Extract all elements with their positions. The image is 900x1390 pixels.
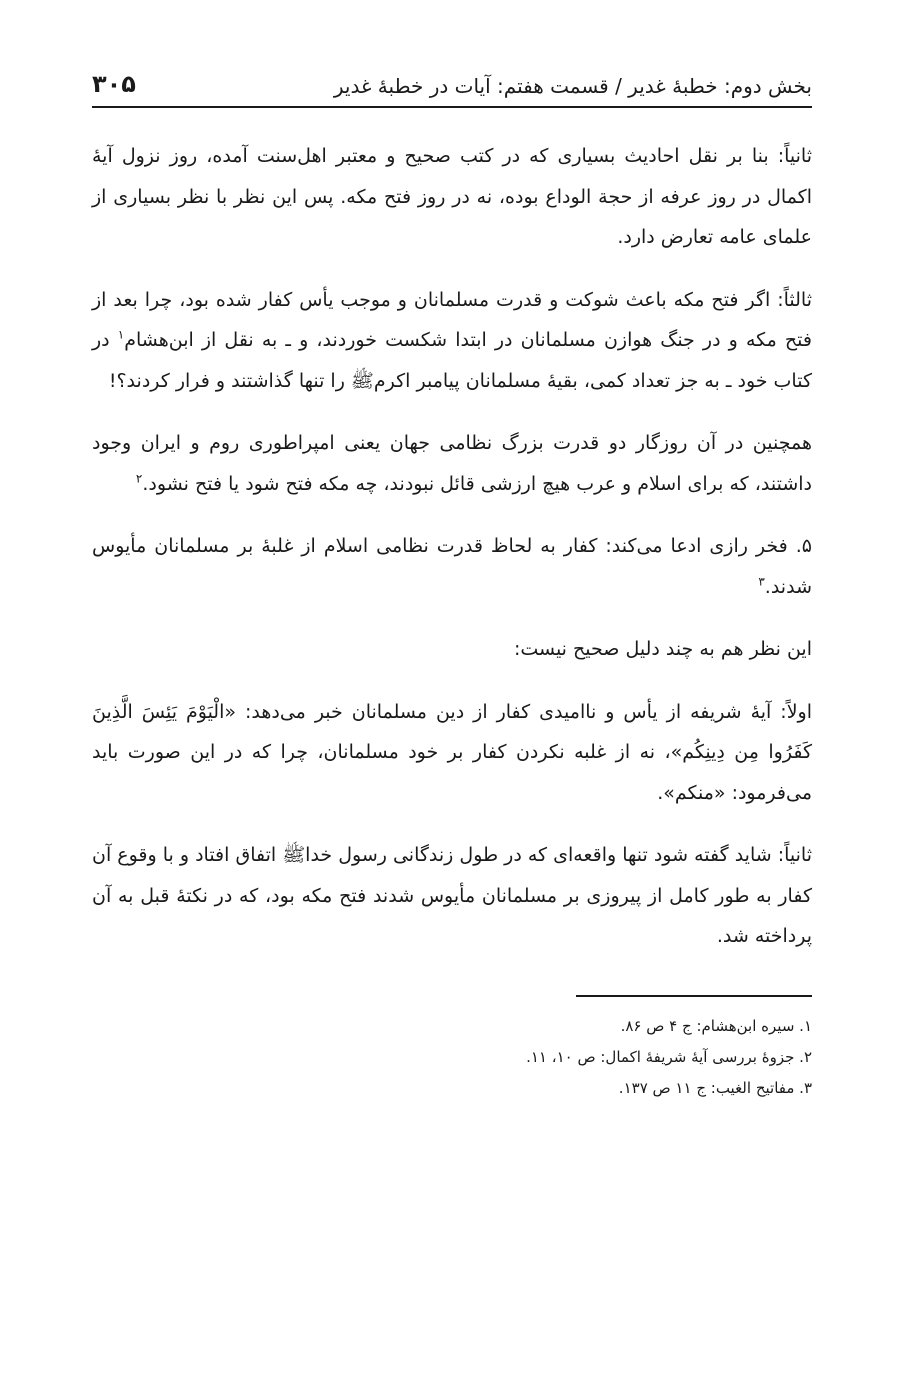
paragraph-text: همچنین در آن روزگار دو قدرت بزرگ نظامی جهان یعنی امپراطوری روم و ایران وجود داشتند، که برای اسلام و عرب هیچ ارزشی قائل نبودند، چه مکه فتح شود یا فتح نشود. [92, 432, 812, 495]
running-title: بخش دوم: خطبهٔ غدیر / قسمت هفتم: آیات در خطبهٔ غدیر [333, 74, 812, 98]
running-header [92, 62, 812, 108]
footnote-reference: ۳ [758, 574, 765, 589]
footnote-reference: ۲ [135, 471, 143, 486]
paragraph-text: در کتاب خود ـ به جز تعداد کمی، بقیهٔ مسلمانان پیامبر اکرمﷺ را تنها گذاشتند و فرار کردند؟! [92, 329, 812, 392]
paragraph-rome-iran [92, 423, 812, 504]
book-page [92, 62, 812, 1104]
paragraph-not-correct: این نظر هم به چند دلیل صحیح نیست: [513, 638, 812, 660]
main-text [92, 136, 812, 957]
paragraph-text: ثالثاً: اگر فتح مکه باعث شوکت و قدرت مسلمانان و موجب یأس کفار شده بود، چرا بعد از فتح مکه و در جنگ هوازن مسلمانان در ابتدا شکست خوردند، و ـ به نقل از ابن‌هشام [92, 288, 812, 351]
page-number: ۳۰۵ [92, 70, 136, 98]
paragraph-secondly-conquest: ثانیاً: شاید گفته شود تنها واقعه‌ای که در طول زندگانی رسول خداﷺ اتفاق افتاد و با وقوع آن کفار به طور کامل از پیروزی بر مسلمانان مأیوس شدند فتح مکه بود، که در نکتهٔ قبل به آن پرداخته شد. [92, 844, 812, 947]
footnote-1: ۱. سیره ابن‌هشام: ج ۴ ص ۸۶. [620, 1016, 812, 1035]
footnote-3: ۳. مفاتیح الغیب: ج ۱۱ ص ۱۳۷. [618, 1078, 812, 1097]
paragraph-firstly-verse: اولاً: آیهٔ شریفه از یأس و ناامیدی کفار از دین مسلمانان خبر می‌دهد: «الْیَوْمَ یَئِسَ الَّذِینَ کَفَرُوا مِن دِینِکُم»، نه از غلبه نکردن کفار بر خود مسلمانان، چرا که در این صورت باید می‌فرمود: «منکم». [92, 700, 812, 804]
footnote-divider [576, 995, 812, 997]
paragraph-thirdly-hawazin [92, 280, 812, 402]
footnote-reference: ۱ [117, 327, 125, 342]
paragraph-fakhr-razi [92, 526, 812, 607]
footnote-2: ۲. جزوهٔ بررسی آیهٔ شریفهٔ اکمال: ص ۱۰، ۱۱. [526, 1047, 812, 1066]
paragraph-secondly-hadith: ثانیاً: بنا بر نقل احادیث بسیاری که در کتب صحیح و معتبر اهل‌سنت آمده، روز نزول آیهٔ اکمال در روز عرفه از حجة الوداع بوده، نه در روز فتح مکه. پس این نظر با نظر بسیاری از علمای عامه تعارض دارد. [92, 145, 812, 248]
footnotes [92, 1011, 812, 1104]
paragraph-text: ۵. فخر رازی ادعا می‌کند: کفار به لحاظ قدرت نظامی اسلام از غلبهٔ بر مسلمانان مأیوس شدند. [92, 535, 812, 598]
